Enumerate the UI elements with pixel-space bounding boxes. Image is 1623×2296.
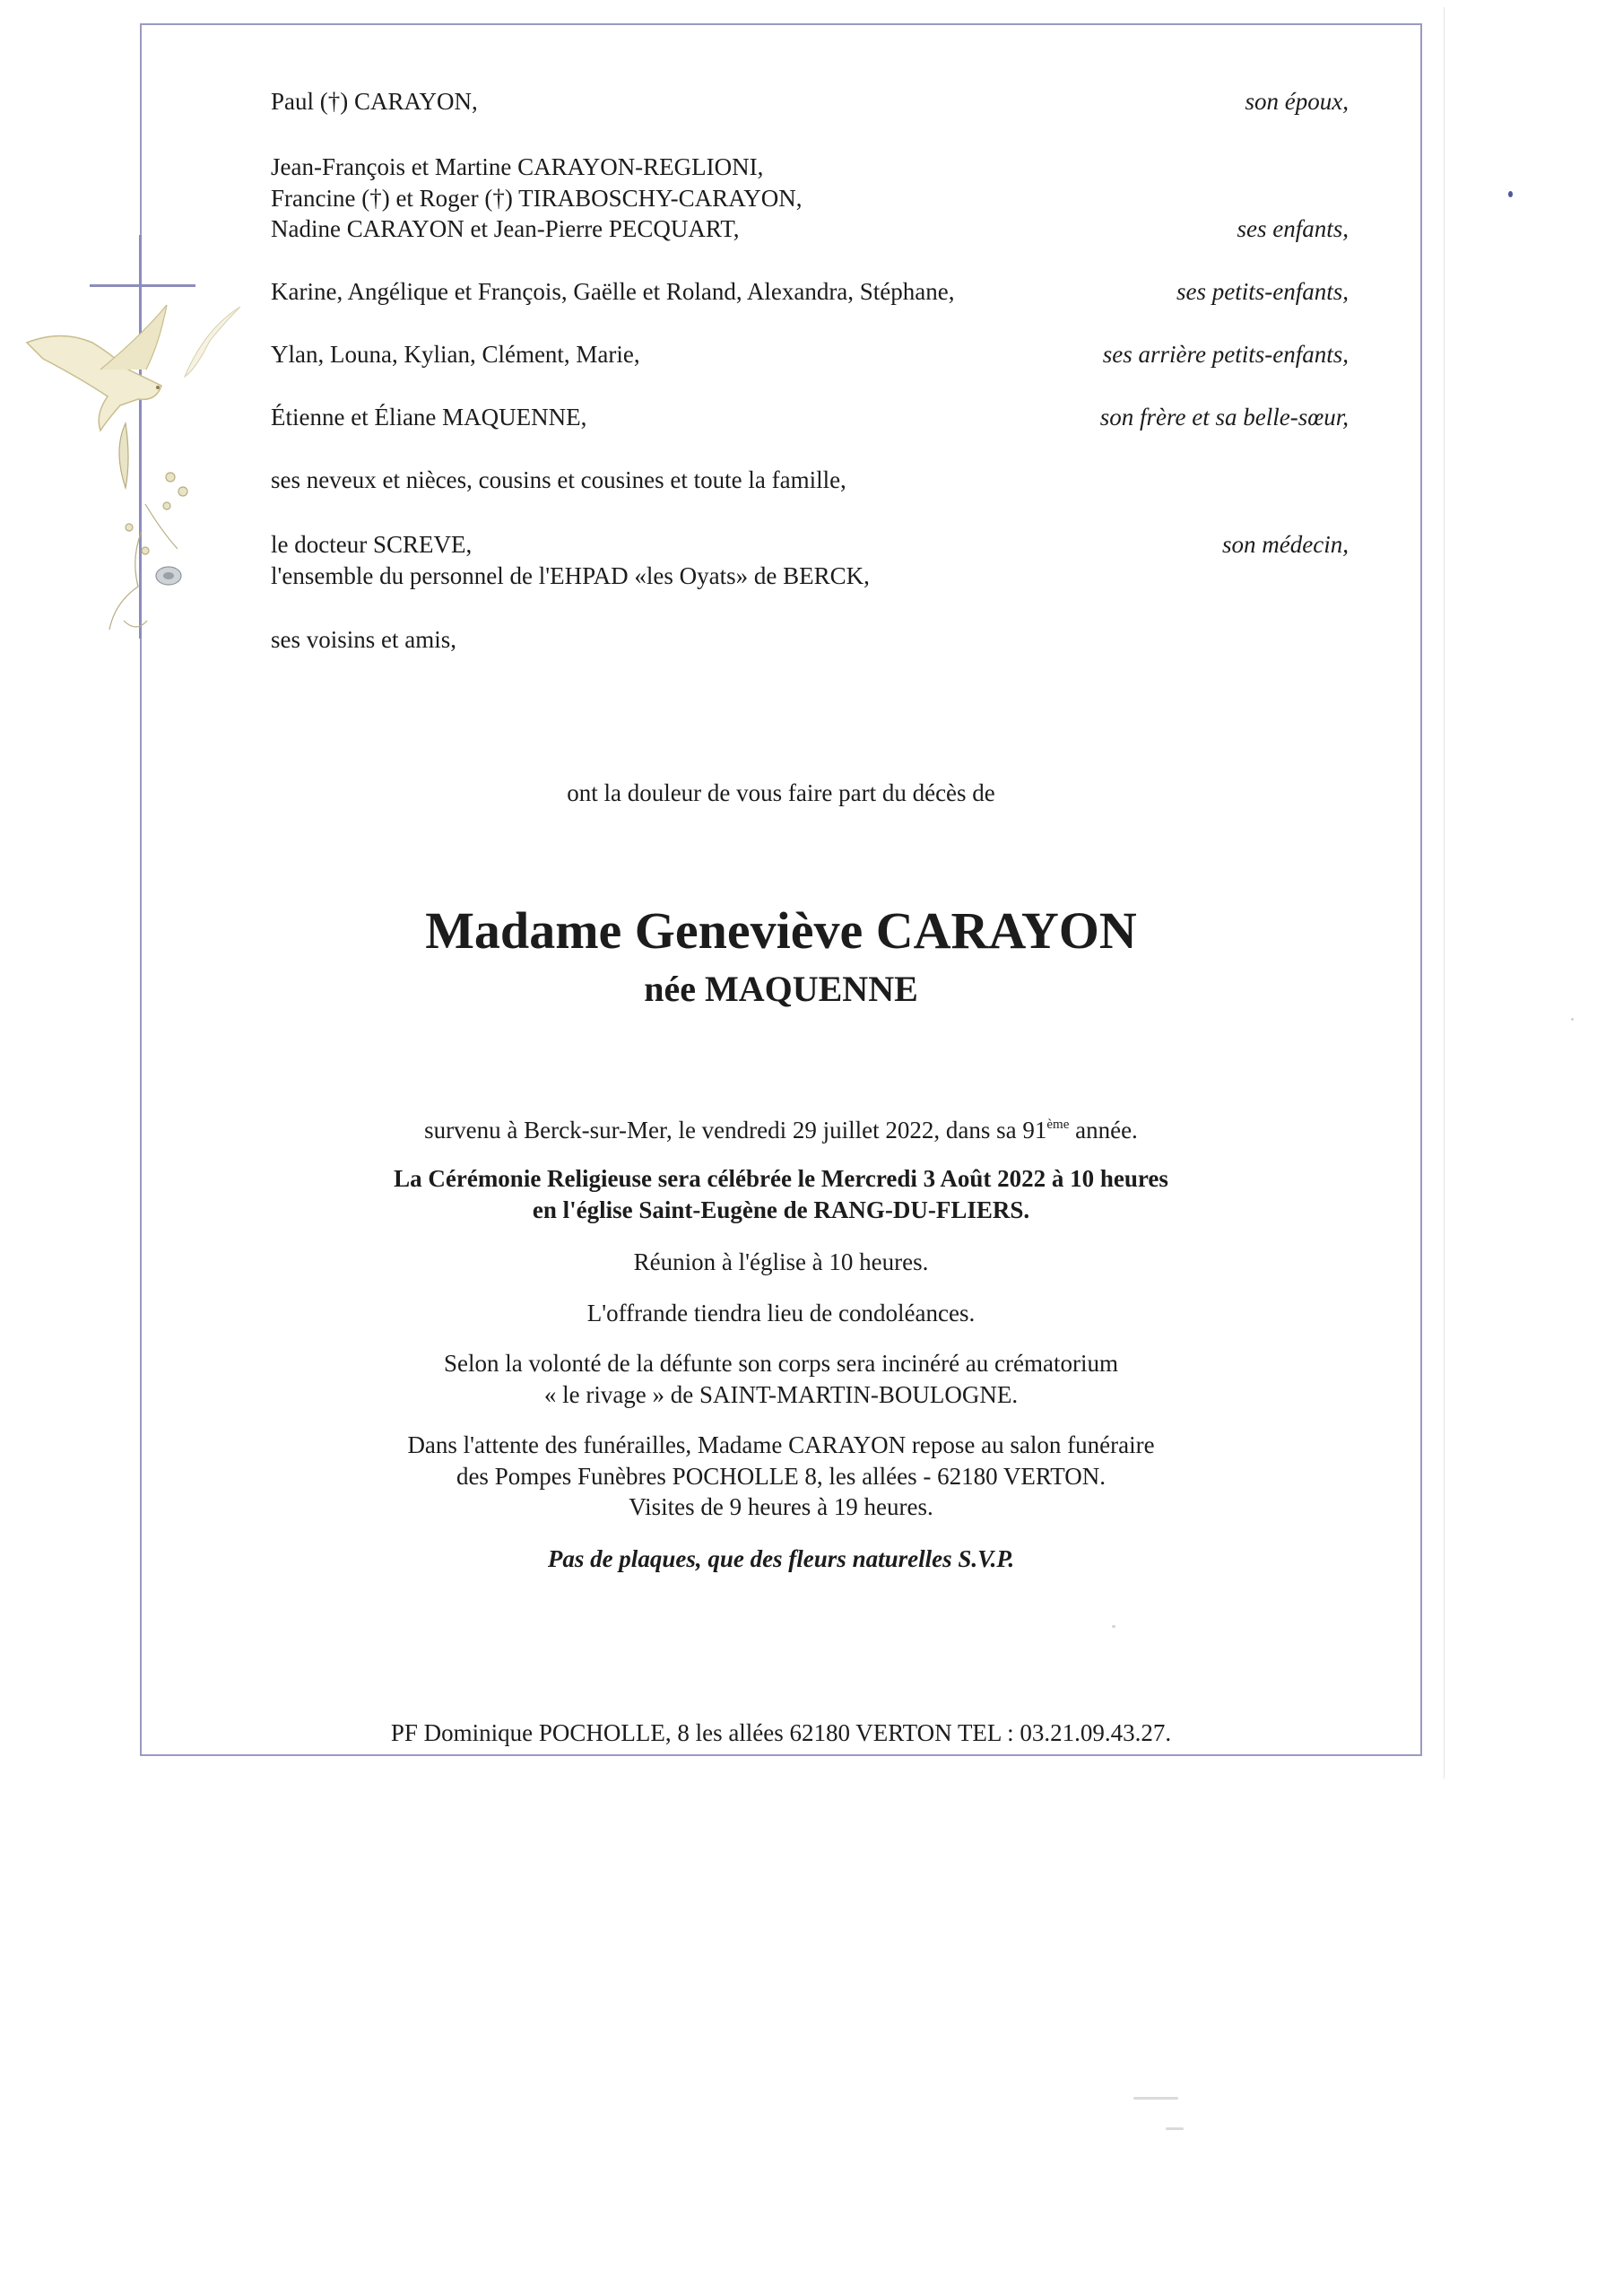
relation-grandchildren: ses petits-enfants, <box>1176 278 1349 305</box>
meeting-info: Réunion à l'église à 10 heures. <box>633 1248 929 1275</box>
cross-dove-lily-ornament <box>25 235 249 665</box>
scan-speck <box>1166 2127 1184 2130</box>
family-line-siblings: Étienne et Éliane MAQUENNE, <box>271 404 587 430</box>
family-line-neighbours: ses voisins et amis, <box>271 626 456 653</box>
death-info-end: année. <box>1069 1117 1138 1144</box>
scan-speck <box>1112 1625 1115 1628</box>
death-info-ordinal: ème <box>1046 1118 1070 1132</box>
ceremony-line-1: La Cérémonie Religieuse sera célébrée le Mercredi 3 Août 2022 à 10 heures <box>394 1165 1168 1192</box>
lily-flower-icon <box>109 423 187 630</box>
dove-icon <box>27 305 240 430</box>
funeral-home-footer: PF Dominique POCHOLLE, 8 les allées 62180 VERTON TEL : 03.21.09.43.27. <box>390 1719 1172 1746</box>
family-line-doctor: le docteur SCREVE, <box>271 531 473 558</box>
death-info <box>140 1115 1422 1146</box>
scan-speck <box>1133 2097 1178 2100</box>
ink-dot <box>1508 191 1513 197</box>
relation-spouse: son époux, <box>1245 88 1349 115</box>
relation-children: ses enfants, <box>1237 215 1349 242</box>
ceremony-line-2: en l'église Saint-Eugène de RANG-DU-FLIERS. <box>532 1196 1030 1223</box>
scan-edge-line <box>1444 7 1445 1779</box>
flowers-note: Pas de plaques, que des fleurs naturelles S.V.P. <box>547 1545 1015 1572</box>
scan-speck <box>1571 1018 1574 1021</box>
family-line-children-2: Francine (†) et Roger (†) TIRABOSCHY-CARAYON, <box>271 184 803 212</box>
family-line-spouse: Paul (†) CARAYON, <box>271 88 478 115</box>
viewing-line-3: Visites de 9 heures à 19 heures. <box>629 1493 933 1520</box>
relation-siblings: son frère et sa belle-sœur, <box>1099 404 1349 430</box>
family-line-great-grandchildren: Ylan, Louna, Kylian, Clément, Marie, <box>271 341 640 368</box>
family-line-extended: ses neveux et nièces, cousins et cousines et toute la famille, <box>271 466 846 493</box>
offering-info: L'offrande tiendra lieu de condoléances. <box>586 1300 976 1326</box>
family-line-children-1: Jean-François et Martine CARAYON-REGLIONI, <box>271 153 764 180</box>
cremation-line-1: Selon la volonté de la défunte son corps sera incinéré au crématorium <box>444 1350 1118 1377</box>
relation-great-grandchildren: ses arrière petits-enfants, <box>1102 341 1349 368</box>
viewing-line-2: des Pompes Funèbres POCHOLLE 8, les allées - 62180 VERTON. <box>456 1462 1107 1490</box>
viewing-line-1: Dans l'attente des funérailles, Madame CARAYON repose au salon funéraire <box>407 1431 1155 1458</box>
deceased-name: Madame Geneviève CARAYON <box>425 901 1137 960</box>
announcement-intro: ont la douleur de vous faire part du décès de <box>567 779 995 806</box>
family-line-children-3: Nadine CARAYON et Jean-Pierre PECQUART, <box>271 215 740 242</box>
relation-doctor: son médecin, <box>1222 531 1349 558</box>
family-line-ehpad-staff: l'ensemble du personnel de l'EHPAD «les Oyats» de BERCK, <box>271 561 870 589</box>
death-info-text: survenu à Berck-sur-Mer, le vendredi 29 juillet 2022, dans sa 91 <box>424 1117 1047 1144</box>
deceased-birth-name: née MAQUENNE <box>644 969 918 1009</box>
family-line-grandchildren: Karine, Angélique et François, Gaëlle et Roland, Alexandra, Stéphane, <box>271 278 955 305</box>
cremation-line-2: « le rivage » de SAINT-MARTIN-BOULOGNE. <box>543 1380 1019 1408</box>
